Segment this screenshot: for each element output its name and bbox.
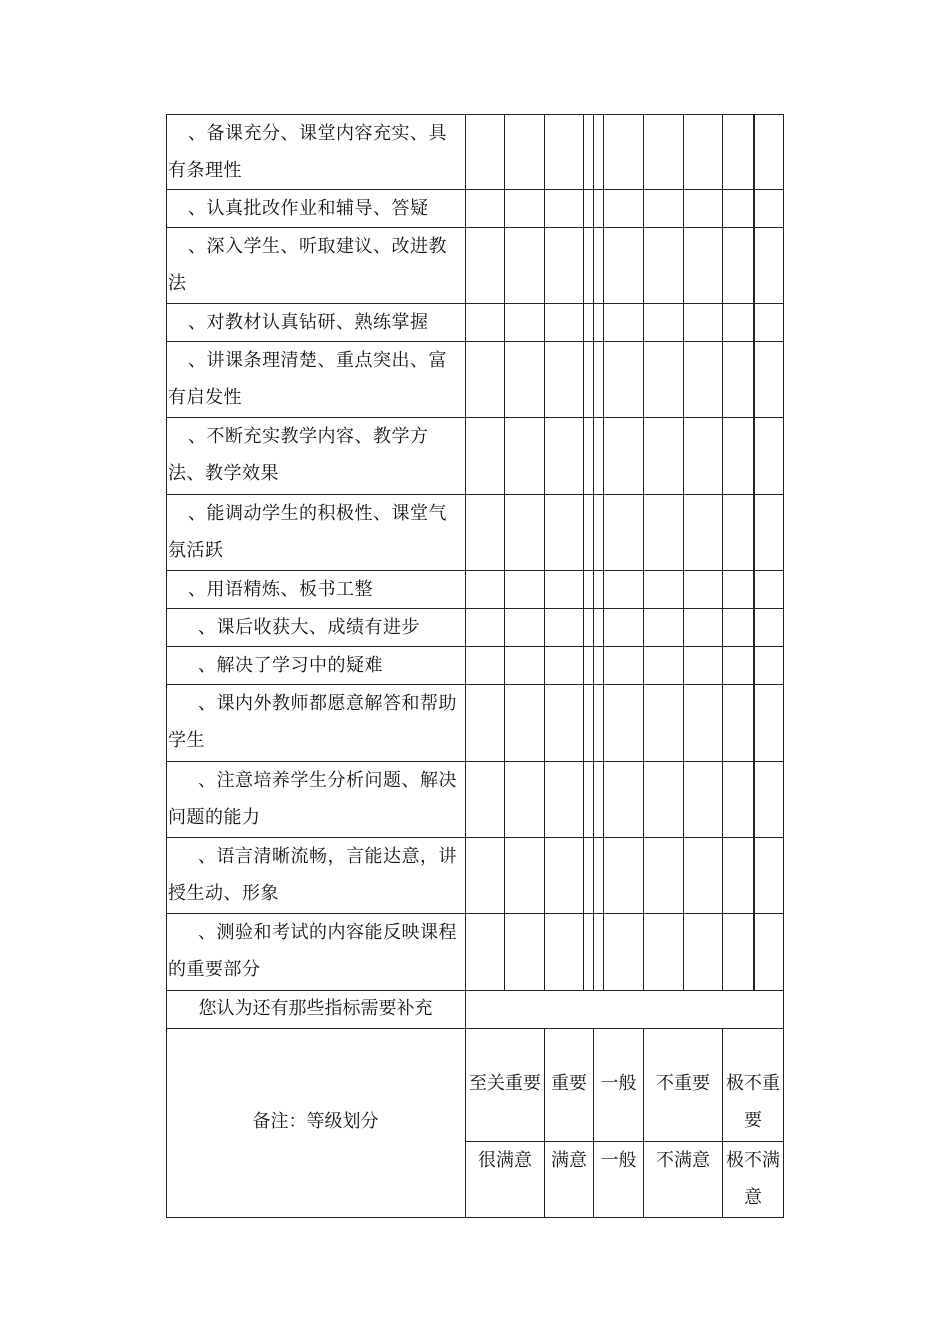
row-divider (166, 1028, 784, 1029)
grid-column-line (603, 114, 604, 990)
scale-column-line (593, 1028, 594, 1218)
criterion-label: 、课内外教师都愿意解答和帮助学生 (168, 693, 457, 751)
satisfaction-level: 很满意 (478, 1150, 532, 1171)
grid-column-line (643, 114, 644, 990)
grid-column-line (593, 114, 594, 990)
criterion-label: 、测验和考试的内容能反映课程的重要部分 (168, 922, 457, 980)
criterion-label: 、不断充实教学内容、教学方法、教学效果 (168, 426, 429, 484)
table-border-bottom (166, 1217, 784, 1218)
criterion-label: 、语言清晰流畅，言能达意，讲授生动、形象 (168, 846, 457, 904)
scale-column-line (544, 1028, 545, 1218)
satisfaction-level: 不满意 (656, 1150, 710, 1171)
grid-column-line (722, 114, 723, 990)
criterion-label: 、解决了学习中的疑难 (198, 655, 383, 676)
grid-column-line (583, 114, 584, 990)
importance-level: 重要 (551, 1073, 587, 1094)
satisfaction-level: 极不满意 (726, 1150, 780, 1208)
extra-indicators-prompt: 您认为还有那些指标需要补充 (198, 998, 433, 1019)
note-label: 备注：等级划分 (252, 1111, 379, 1132)
criterion-label: 、注意培养学生分析问题、解决问题的能力 (168, 770, 457, 828)
grid-column-line (544, 114, 545, 990)
evaluation-table (166, 114, 784, 1218)
criterion-label: 、认真批改作业和辅导、答疑 (188, 198, 429, 219)
criterion-label: 、讲课条理清楚、重点突出、富有启发性 (168, 350, 447, 408)
criterion-label: 、深入学生、听取建议、改进教法 (168, 236, 447, 294)
criterion-label: 、课后收获大、成绩有进步 (198, 617, 420, 638)
criterion-label: 、用语精炼、板书工整 (188, 579, 373, 600)
criterion-label: 、能调动学生的积极性、课堂气氛活跃 (168, 503, 447, 561)
criterion-label: 、备课充分、课堂内容充实、具有条理性 (168, 123, 447, 181)
scale-column-line (643, 1028, 644, 1218)
importance-level: 至关重要 (469, 1073, 541, 1094)
grid-column-line (504, 114, 505, 990)
criterion-label: 、对教材认真钻研、熟练掌握 (188, 312, 429, 333)
importance-level: 极不重要 (726, 1073, 780, 1131)
grid-column-line (753, 114, 755, 990)
grid-column-line (683, 114, 684, 990)
table-border-left (166, 114, 167, 1218)
importance-level: 不重要 (656, 1073, 710, 1094)
label-column-divider (465, 114, 466, 1218)
importance-level: 一般 (600, 1073, 637, 1094)
satisfaction-level: 满意 (551, 1150, 587, 1171)
table-border-right (783, 114, 784, 1218)
satisfaction-level: 一般 (600, 1150, 637, 1171)
